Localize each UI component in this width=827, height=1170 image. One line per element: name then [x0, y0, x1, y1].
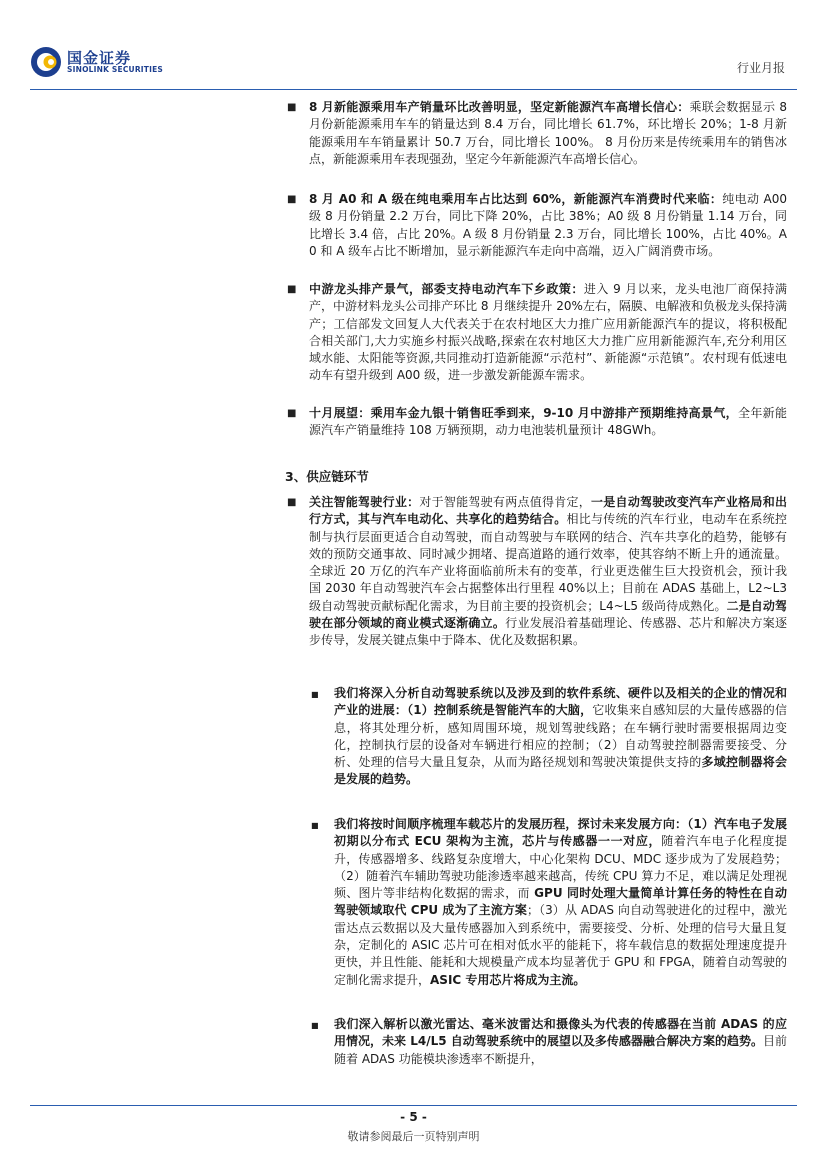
sub-1-bold-1: 我们将深入分析自动驾驶系统以及涉及到的软件系统、硬件以及相关的企业的情况和产业的进展：（1）控制系统是智能汽车的大脑， — [334, 686, 787, 718]
sub-bullet-paragraph-3 — [334, 1016, 787, 1068]
sub-1-text-1: 它收集来自感知层的大量传感器的信息，将其处理分析，感知周围环境，规划驾驶线路；在车辆行驶时需要根据周边变化，控制执行层的设备对车辆进行相应的控制；（2）自动驾驶控制器需要接受、分析、处理的信号大量且复杂，从而为路径规划和驾驶决策提供支持的 — [334, 703, 787, 770]
bullet-paragraph-2 — [309, 191, 787, 260]
sub-2-bold-2: GPU 同时处理大量简单计算任务的特性在自动驾驶领域取代 CPU 成为了主流方案 — [334, 886, 787, 918]
sub-bullet-paragraph-2 — [334, 816, 787, 989]
supply-text-1: 对于智能驾驶有两点值得肯定， — [419, 495, 592, 509]
small-square-bullet-icon: ■ — [311, 1021, 319, 1030]
bullet-3-lead: 中游龙头排产景气，部委支持电动汽车下乡政策： — [309, 282, 584, 296]
bullet-4-body: 全年新能源汽车产销量维持 108 万辆预期，动力电池装机量预计 48GWh。 — [309, 406, 787, 438]
supply-chain-paragraph — [309, 494, 787, 650]
sub-1-bold-2: 多域控制器将会是发展的趋势。 — [334, 755, 787, 787]
sub-3-bold-1: 我们深入解析以激光雷达、毫米波雷达和摄像头为代表的传感器在当前 ADAS 的应用情况，未来 L4/L5 自动驾驶系统中的展望以及多传感器融合解决方案的趋势。 — [334, 1017, 787, 1049]
square-bullet-icon: ■ — [287, 497, 297, 508]
company-logo — [30, 44, 170, 80]
bullet-paragraph-4 — [309, 405, 787, 440]
bullet-1-body: 乘联会数据显示 8 月份新能源乘用车车的销量达到 8.4 万台，同比增长 61.7%，环比增长 20%；1-8 月新能源乘用车车销量累计 50.7 万台，同比增长 100%。 8 月份历来是传统乘用车的销售冰点，新能源乘用车表现强劲，坚定今年新能源汽车高增长信心。 — [309, 100, 788, 166]
sinolink-logo-icon — [30, 46, 62, 78]
supply-text-2: 相比与传统的汽车行业，电动车在系统控制与执行层面更适合自动驾驶，而自动驾驶与车联网的结合、汽车共享化的趋势，能够有效的预防交通事故、同时减少拥堵、提高道路的通行效率，使其容纳不断上升的通流量。全球近 20 万亿的汽车产业将面临前所未有的变革，行业更迭催生巨大投资机会，预计我国 2030 年自动驾驶汽车会占据整体出行里程 40%以上；目前在 ADAS 基础上，L2~L3 级自动驾驶贡献标配化需求，为目前主要的投资机会；L4~L5 级尚待成熟化。 — [309, 512, 787, 613]
sub-bullet-paragraph-1 — [334, 685, 787, 789]
bullet-1-lead: 8 月新能源乘用车产销量环比改善明显，坚定新能源汽车高增长信心： — [309, 100, 690, 114]
square-bullet-icon: ■ — [287, 194, 297, 205]
square-bullet-icon: ■ — [287, 284, 297, 295]
supply-bold-1: 一是自动驾驶改变汽车产业格局和出行方式，其与汽车电动化、共享化的趋势结合。 — [309, 495, 787, 527]
bullet-paragraph-3 — [309, 281, 787, 385]
sub-2-bold-3: ASIC 专用芯片将成为主流。 — [430, 972, 586, 987]
report-type: 行业月报 — [736, 61, 785, 75]
square-bullet-icon: ■ — [287, 408, 297, 419]
supply-bold-2: 二是自动驾驶在部分领域的商业模式逐渐确立。 — [309, 598, 787, 631]
footer-divider — [30, 1105, 797, 1106]
page-header — [0, 0, 827, 92]
page-number: - 5 - — [400, 1110, 427, 1124]
supply-text-3: 行业发展沿着基础理论、传感器、芯片和解决方案逐步传导，发展关键点集中于降本、优化及数据积累。 — [309, 616, 787, 648]
bullet-paragraph-1 — [309, 99, 787, 168]
bullet-3-body: 进入 9 月以来，龙头电池厂商保持满产，中游材料龙头公司排产环比 8 月继续提升 20%左右，隔膜、电解液和负极龙头保持满产；工信部发文回复人大代表关于在农村地区大力推广应用新能源汽车的提议，将积极配合相关部门,大力实施乡村振兴战略,探索在农村地区大力推广应用新能源汽车,充分利用区域水能、太阳能等资源,共同推动打造新能源“示范村”、新能源“示范镇”。农村现有低速电动车有望升级到 A00 级，进一步激发新能源车需求。 — [309, 282, 787, 383]
sub-2-bold-1: 我们将按时间顺序梳理车载芯片的发展历程，探讨未来发展方向：（1）汽车电子发展初期以分布式 ECU 架构为主流，芯片与传感器一一对应， — [334, 817, 787, 849]
section-title: 3、供应链环节 — [285, 469, 369, 484]
logo-chinese-name: 国金证券 — [67, 49, 132, 67]
report-body — [0, 92, 827, 1092]
bullet-2-body: 纯电动 A00 级 8 月份销量 2.2 万台，同比下降 20%，占比 38%；A0 级 8 月份销量 1.14 万台，同比增长 3.4 倍，占比 20%。A 级 8 月份销量 2.3 万台，同比增长 100%，占比 40%。A0 和 A 级车占比不断增加，显示新能源汽车走向中高端，迈入广阔消费市场。 — [309, 192, 787, 258]
bullet-4-lead: 十月展望：乘用车金九银十销售旺季到来，9-10 月中游排产预期维持高景气， — [309, 406, 738, 420]
sub-3-text-1: 目前随着 ADAS 功能模块渗透率不断提升， — [334, 1034, 787, 1066]
sub-2-text-2: ；（3）从 ADAS 向自动驾驶进化的过程中，激光雷达点云数据以及大量传感器加入到系统中，需要接受、分析、处理的信号大量且复杂，定制化的 ASIC 芯片可在相对低水平的能耗下，将车载信息的数据处理速度提升更快，并且性能、能耗和大规模量产成本均显著优于 GPU 和 FPGA，随着自动驾驶的定制化需求提升， — [334, 903, 787, 987]
square-bullet-icon: ■ — [287, 102, 297, 113]
sub-2-text-1: 随着汽车电子化程度提升，传感器增多、线路复杂度增大，中心化架构 DCU、MDC 逐步成为了发展趋势；（2）随着汽车辅助驾驶功能渗透率越来越高，传统 CPU 算力不足，难以满足处理视频、图片等非结构化数据的需求，而 — [334, 834, 787, 901]
header-divider — [30, 89, 797, 90]
small-square-bullet-icon: ■ — [311, 690, 319, 699]
small-square-bullet-icon: ■ — [311, 821, 319, 830]
bullet-2-lead: 8 月 A0 和 A 级在纯电乘用车占比达到 60%，新能源汽车消费时代来临： — [309, 192, 723, 206]
logo-english-name: SINOLINK SECURITIES — [67, 65, 164, 74]
disclaimer-note: 敬请参阅最后一页特别声明 — [347, 1130, 480, 1143]
supply-lead: 关注智能驾驶行业： — [309, 495, 420, 509]
